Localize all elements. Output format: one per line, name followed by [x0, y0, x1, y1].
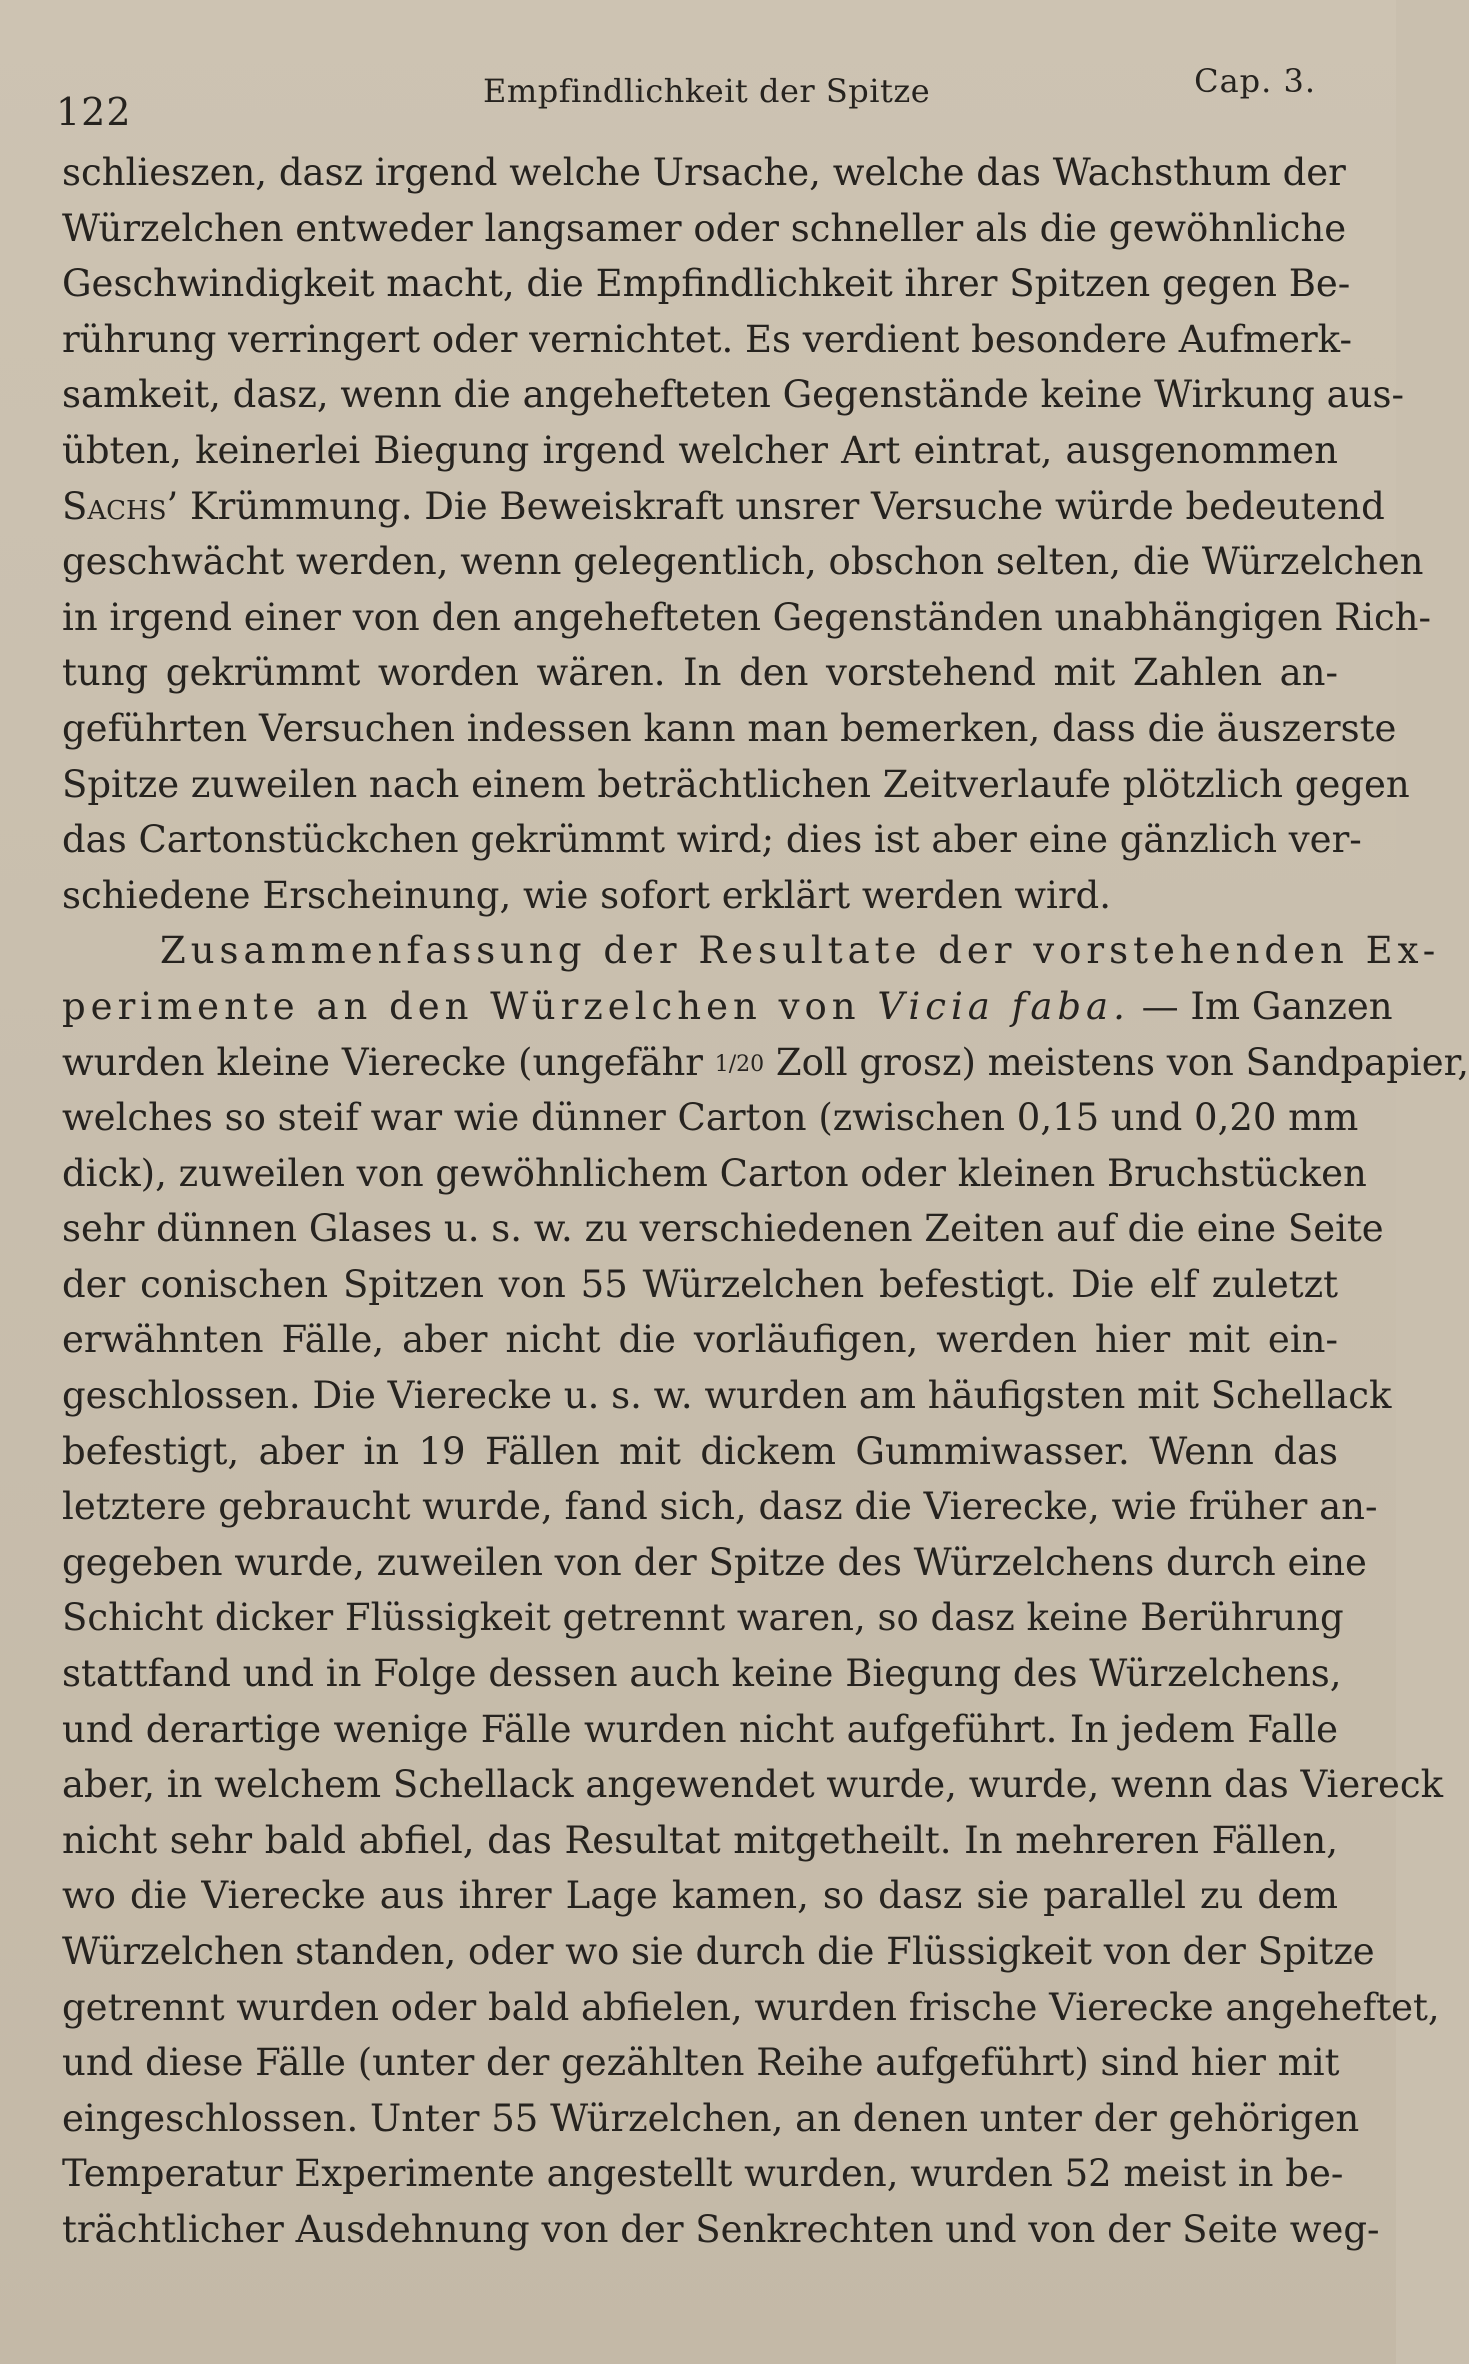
- text-line: schiedene Erscheinung, wie sofort erklärt werden wird.: [62, 873, 1111, 917]
- text-line: letztere gebraucht wurde, fand sich, dasz die Vierecke, wie früher an-: [62, 1485, 1378, 1529]
- text-line: und diese Fälle (unter der gezählten Reihe aufgeführt) sind hier mit: [62, 2041, 1340, 2085]
- text-line: wo die Vierecke aus ihrer Lage kamen, so dasz sie parallel zu dem: [62, 1874, 1338, 1918]
- text-line: eingeschlossen. Unter 55 Würzelchen, an denen unter der gehörigen: [62, 2096, 1360, 2140]
- text-line: geführten Versuchen indessen kann man bemerken, dass die äuszerste: [62, 706, 1397, 750]
- text-line: dick), zuweilen von gewöhnlichem Carton oder kleinen Bruchstücken: [62, 1151, 1367, 1195]
- text-span: Krümmung. Die Beweiskraft unsrer Versuche würde bedeutend: [178, 484, 1385, 528]
- text-line: das Cartonstückchen gekrümmt wird; dies ist aber eine gänzlich ver-: [62, 818, 1362, 862]
- page-number: 122: [56, 90, 132, 134]
- text-line: befestigt, aber in 19 Fällen mit dickem Gummiwasser. Wenn das: [62, 1429, 1338, 1473]
- text-line: Würzelchen standen, oder wo sie durch die Flüssigkeit von der Spitze: [62, 1930, 1375, 1973]
- text-line: und derartige wenige Fälle wurden nicht aufgeführt. In jedem Falle: [62, 1707, 1338, 1751]
- text-line: in irgend einer von den angehefteten Gegenständen unabhängigen Rich-: [62, 595, 1431, 639]
- text-line: welches so steif war wie dünner Carton (zwischen 0,15 und 0,20 mm: [62, 1096, 1359, 1140]
- text-line: übten, keinerlei Biegung irgend welcher Art eintrat, ausgenommen: [62, 428, 1338, 472]
- text-line: sehr dünnen Glases u. s. w. zu verschiedenen Zeiten auf die eine Seite: [62, 1207, 1384, 1251]
- running-title: Empfindlichkeit der Spitze: [483, 72, 931, 110]
- text-line: Spitze zuweilen nach einem beträchtlichen Zeitverlaufe plötzlich gegen: [62, 762, 1410, 806]
- summary-heading-line: [62, 979, 1393, 1035]
- body-text: [62, 145, 1469, 2258]
- species-name: Vicia faba.: [877, 984, 1130, 1028]
- text-line: Temperatur Experimente angestellt wurden, wurden 52 meist in be-: [62, 2152, 1344, 2196]
- text-line: schlieszen, dasz irgend welche Ursache, welche das Wachsthum der: [62, 151, 1346, 194]
- text-line: tung gekrümmt worden wären. In den vorstehend mit Zahlen an-: [62, 651, 1338, 695]
- text-line: Geschwindigkeit macht, die Empfindlichkeit ihrer Spitzen gegen Be-: [62, 262, 1351, 306]
- text-line: nicht sehr bald abfiel, das Resultat mitgetheilt. In mehreren Fällen,: [62, 1818, 1338, 1862]
- author-name-small-caps: Sachs’: [62, 484, 179, 528]
- text-line: erwähnten Fälle, aber nicht die vorläufigen, werden hier mit ein-: [62, 1318, 1338, 1362]
- text-line: geschlossen. Die Vierecke u. s. w. wurden am häufigsten mit Schellack: [62, 1374, 1392, 1418]
- fraction: 1/20: [714, 1051, 765, 1077]
- text-line: geschwächt werden, wenn gelegentlich, obschon selten, die Würzelchen: [62, 540, 1424, 584]
- text-line: Würzelchen entweder langsamer oder schneller als die gewöhnliche: [62, 206, 1347, 250]
- text-span: wurden kleine Vierecke (ungefähr: [62, 1040, 715, 1084]
- text-line: Schicht dicker Flüssigkeit getrennt waren, so dasz keine Berührung: [62, 1596, 1344, 1640]
- text-line: getrennt wurden oder bald abfielen, wurden frische Vierecke angeheftet,: [62, 1985, 1440, 2029]
- text-line: aber, in welchem Schellack angewendet wurde, wurde, wenn das Viereck: [62, 1763, 1443, 1807]
- page-header: [56, 62, 1316, 132]
- summary-heading: Zusammenfassung der Resultate der vorstehenden Ex-: [160, 929, 1441, 973]
- text-line: rührung verringert oder vernichtet. Es verdient besondere Aufmerk-: [62, 317, 1352, 361]
- text-line: stattfand und in Folge dessen auch keine Biegung des Würzelchens,: [62, 1652, 1342, 1696]
- text-line: gegeben wurde, zuweilen von der Spitze des Würzelchens durch eine: [62, 1540, 1367, 1584]
- text-span: Zoll grosz) meistens von Sandpapier,: [764, 1040, 1469, 1084]
- text-span: — Im Ganzen: [1129, 984, 1393, 1028]
- text-line: samkeit, dasz, wenn die angehefteten Gegenstände keine Wirkung aus-: [62, 373, 1404, 417]
- summary-heading: perimente an den Würzelchen von: [62, 984, 878, 1028]
- text-line: der conischen Spitzen von 55 Würzelchen befestigt. Die elf zuletzt: [62, 1262, 1338, 1306]
- summary-heading-line: [62, 923, 1441, 979]
- text-line: trächtlicher Ausdehnung von der Senkrechten und von der Seite weg-: [62, 2207, 1380, 2251]
- text-line: [62, 479, 1385, 535]
- chapter-label: Cap. 3.: [1194, 62, 1316, 100]
- text-line: [62, 1035, 1469, 1091]
